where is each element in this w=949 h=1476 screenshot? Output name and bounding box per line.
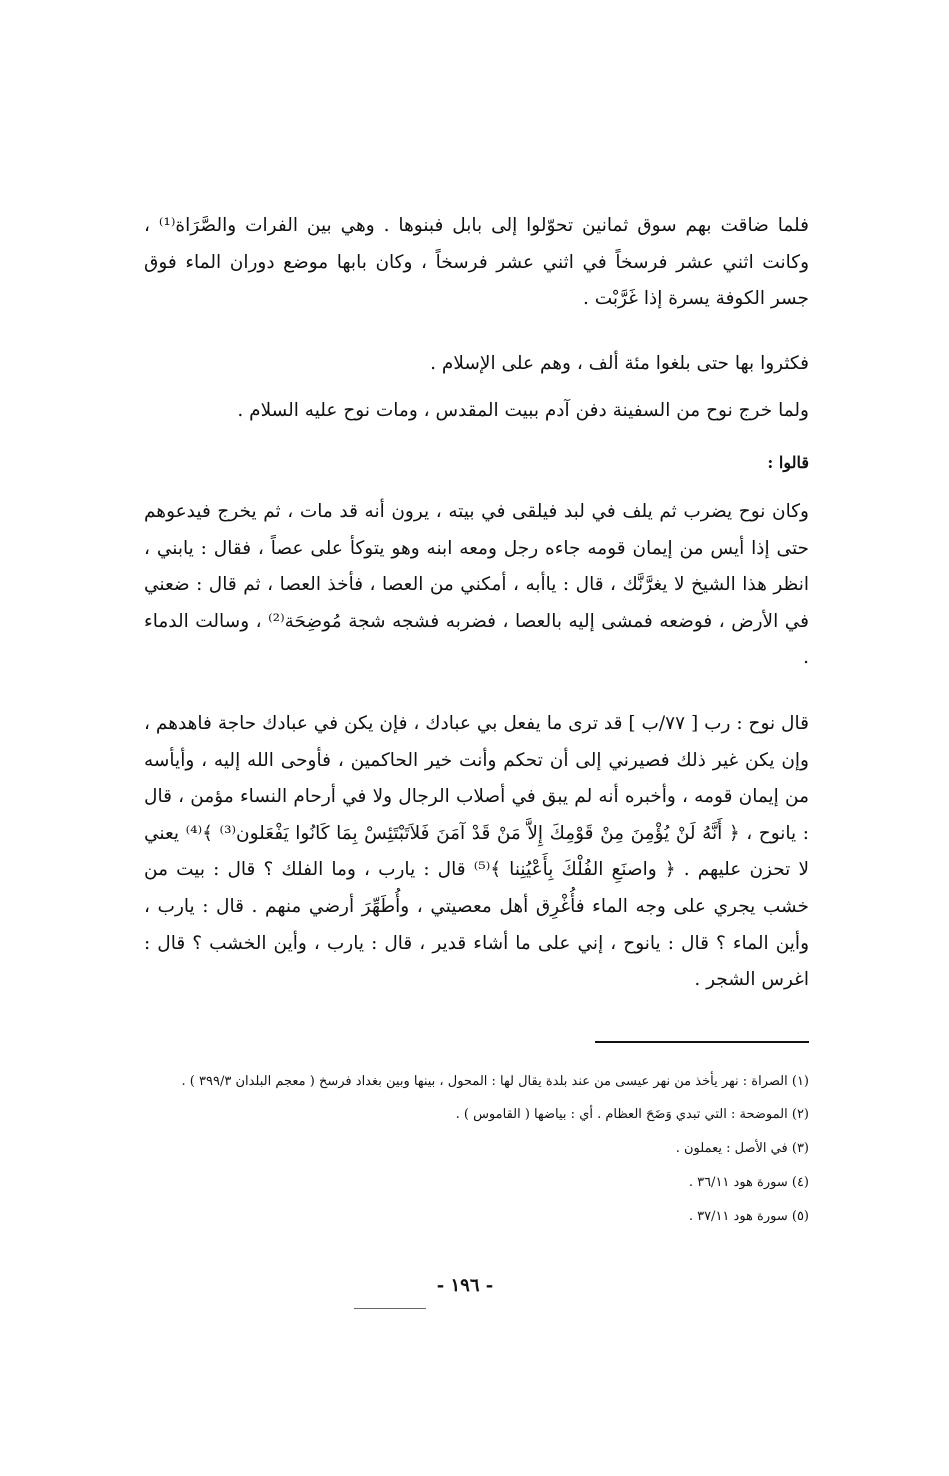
paragraph-population xyxy=(144,346,809,383)
paragraph-text: فلما ضاقت بهم سوق ثمانين تحوّلوا إلى بابل فبنوها . وهي بين الفرات والصَّرَاة⁽¹⁾ ، وكانت اثني عشر فرسخاً في اثني عشر فرسخاً ، وكان بابها موضع دوران الماء فوق جسر الكوفة يسرة إذا غَرَّبْت . xyxy=(144,215,809,310)
footnote-item: (٣) في الأصل : يعملون . xyxy=(675,1141,809,1156)
paragraph-text: وكان نوح يضرب ثم يلف في لبد فيلقى في بيته ، يرون أنه قد مات ، ثم يخرج فيدعوهم حتى إذا أيس من إيمان قومه جاءه رجل ومعه ابنه وهو يتوكأ على عصاً ، فقال : يابني ، انظر هذا الشيخ لا يغرَّنَّك ، قال : ياأبه ، أمكني من العصا ، فأخذ العصا ، ثم قال : ضعني في الأرض ، فوضعه فمشى إليه بالعصا ، فضربه فشجه شجة مُوضِحَة⁽²⁾ ، وسالت الدماء . xyxy=(144,501,809,669)
paragraph-text: فكثروا بها حتى بلغوا مئة ألف ، وهم على الإسلام . xyxy=(430,353,809,374)
section-label-qalu: قالوا : xyxy=(767,453,809,472)
footnote-item: (٢) الموضحة : التي تبدي وَضَحَ العظام . أي : بياضها ( القاموس ) . xyxy=(455,1107,809,1122)
paragraph-text: قال نوح : رب [ ٧٧/ب ] قد ترى ما يفعل بي عبادك ، فإن يكن في عبادك حاجة فاهدهم ، وإن يكن غير ذلك فصيرني إلى أن تحكم وأنت خير الحاكمين ، فأوحى الله إليه ، وأيأسه من إيمان قومه ، وأخبره أنه لم يبق في أصلاب الرجال ولا في أرحام النساء مؤمن ، قال : يانوح ، ﴿ أَنَّهُ لَنْ يُؤْمِنَ مِنْ قَوْمِكَ إِلاَّ مَنْ قَدْ آمَنَ فَلاَتَبْتَئِسْ بِمَا كَانُوا يَفْعَلون⁽³⁾ ﴾⁽⁴⁾ يعني لا تحزن عليهم . ﴿ واصنَعِ الفُلْكَ بِأَعْيُنِنا ﴾⁽⁵⁾ قال : يارب ، وما الفلك ؟ قال : بيت من خشب يجري على وجه الماء فأُغْرِق أهل معصيتي ، وأُطَهِّرَ أرضي منهم . قال : يارب ، وأين الماء ؟ قال : يانوح ، إني على ما أشاء قدير ، قال : يارب ، وأين الخشب ؟ قال : اغرس الشجر . xyxy=(144,713,809,991)
paragraph-noah-struck xyxy=(144,494,809,677)
footnote-divider xyxy=(595,1041,809,1043)
footnote-item: (٤) سورة هود ٣٦/١١ . xyxy=(688,1175,809,1190)
paragraph-noah-prayer xyxy=(144,706,809,999)
page-bottom-mark xyxy=(354,1308,426,1309)
paragraph-text: ولما خرج نوح من السفينة دفن آدم ببيت المقدس ، ومات نوح عليه السلام . xyxy=(237,400,809,421)
footnote-item: (٥) سورة هود ٣٧/١١ . xyxy=(688,1209,809,1224)
footnote-item: (١) الصراة : نهر يأخذ من نهر عيسى من عند بلدة يقال لها : المحول ، بينها وبين بغداد فرسخ ( معجم البلدان ٣٩٩/٣ ) . xyxy=(181,1074,809,1089)
footnotes-section xyxy=(144,1066,809,1234)
paragraph-noah-death xyxy=(144,393,809,430)
paragraph-babylon-founding xyxy=(144,208,809,318)
page-number: - ١٩٦ - xyxy=(436,1275,494,1296)
